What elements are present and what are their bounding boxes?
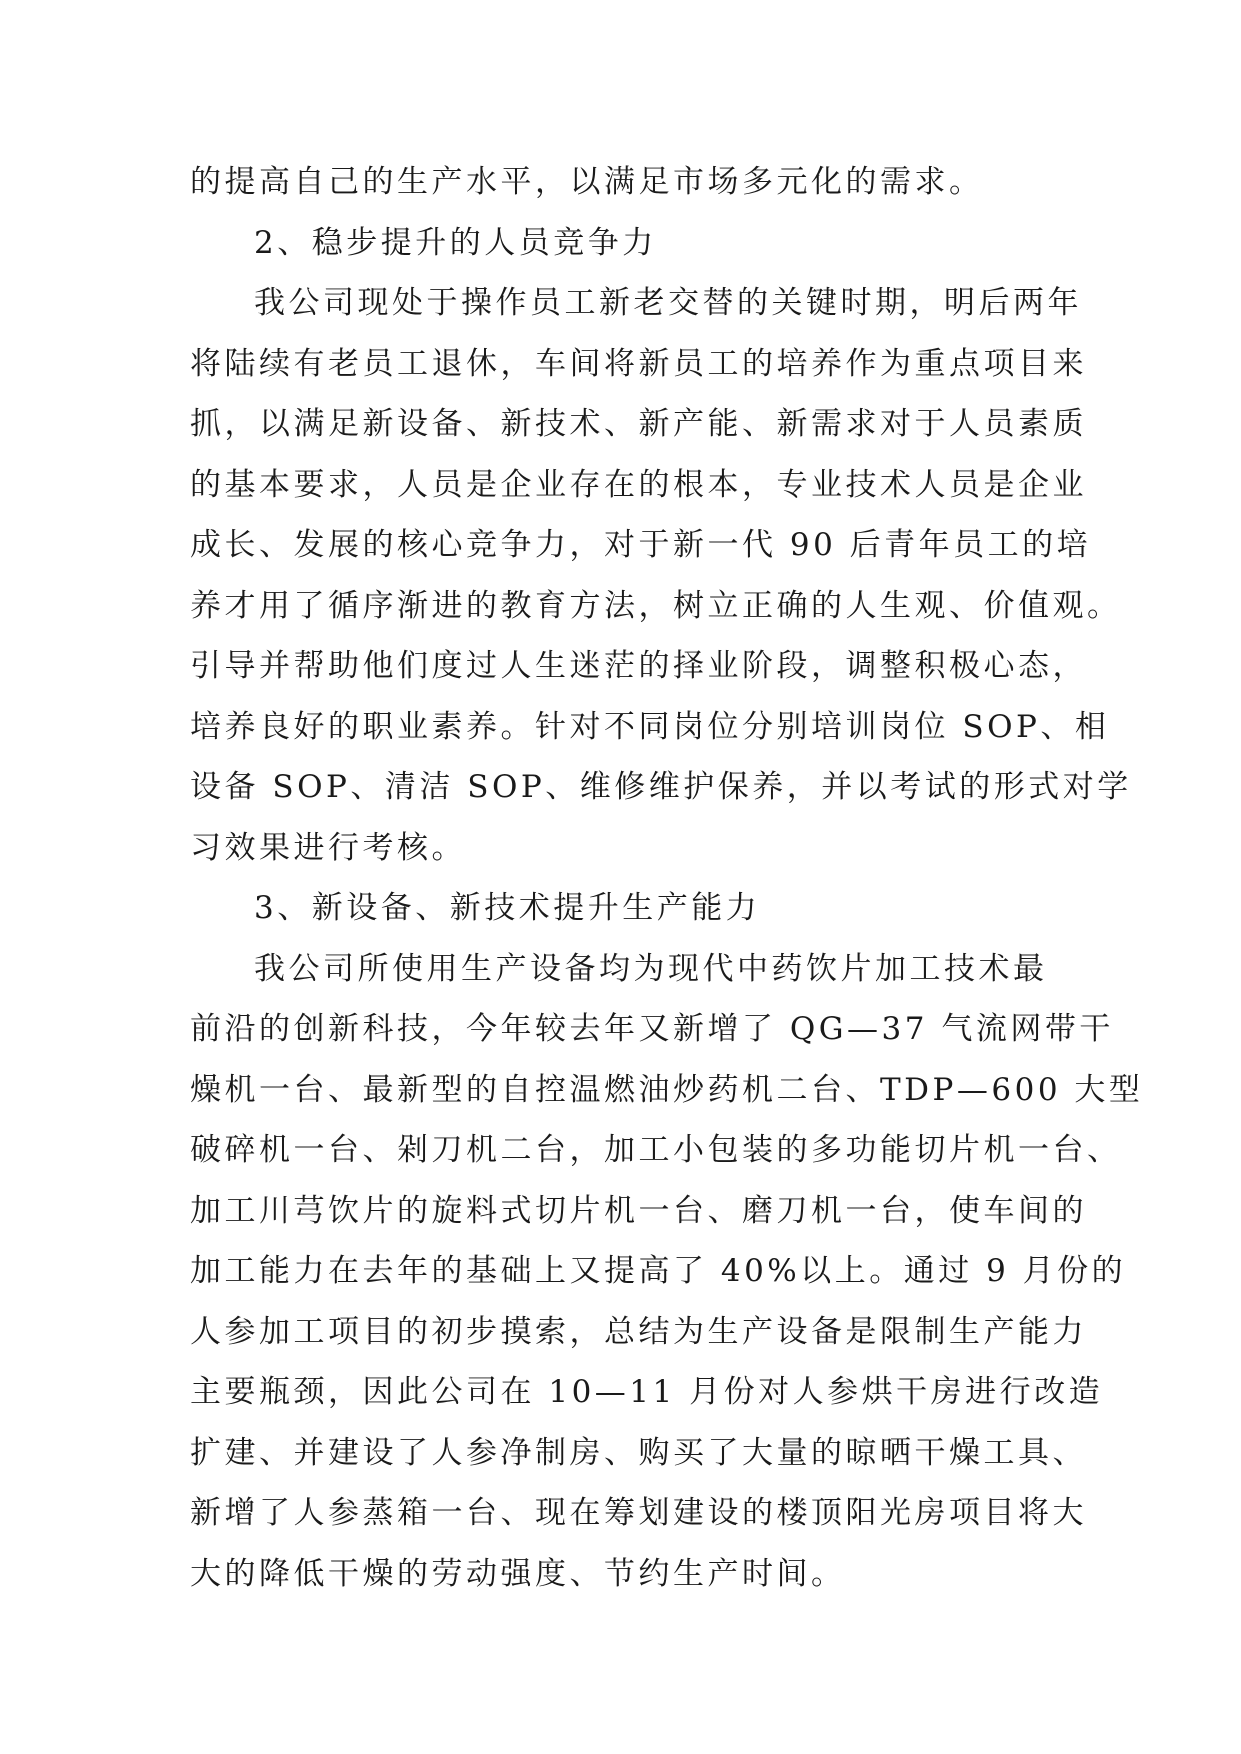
text-line: 人参加工项目的初步摸索，总结为生产设备是限制生产能力 [190,1313,1087,1350]
text-line: 成长、发展的核心竞争力，对于新一代 90 后青年员工的培 [190,527,1092,563]
text-line: 习效果进行考核。 [190,829,466,866]
text-line: 扩建、并建设了人参净制房、购买了大量的晾晒干燥工具、 [190,1434,1087,1471]
text-line: 的提高自己的生产水平，以满足市场多元化的需求。 [190,164,984,200]
text-line: 大的降低干燥的劳动强度、节约生产时间。 [190,1555,846,1592]
text-line: 我公司所使用生产设备均为现代中药饮片加工技术最 [254,950,1048,987]
document-body [190,152,1144,1604]
text-line: 新增了人参蒸箱一台、现在筹划建设的楼顶阳光房项目将大 [190,1495,1087,1531]
text-line: 引导并帮助他们度过人生迷茫的择业阶段，调整积极心态， [190,648,1087,684]
text-line: 设备 SOP、清洁 SOP、维修维护保养，并以考试的形式对学 [190,769,1132,805]
text-line: 将陆续有老员工退休，车间将新员工的培养作为重点项目来 [190,345,1087,382]
text-line: 前沿的创新科技，今年较去年又新增了 QG—37 气流网带干 [190,1011,1114,1047]
text-line: 的基本要求，人员是企业存在的根本，专业技术人员是企业 [190,466,1087,503]
text-line: 养才用了循序渐进的教育方法，树立正确的人生观、价值观。 [190,587,1122,624]
text-line: 燥机一台、最新型的自控温燃油炒药机二台、TDP—600 大型 [190,1071,1144,1108]
text-line: 加工能力在去年的基础上又提高了 40%以上。通过 9 月份的 [190,1253,1127,1289]
text-line: 3、新设备、新技术提升生产能力 [254,890,761,926]
text-line: 2、稳步提升的人员竞争力 [254,224,657,261]
text-line: 培养良好的职业素养。针对不同岗位分别培训岗位 SOP、相 [190,708,1110,745]
text-line: 破碎机一台、剁刀机二台，加工小包装的多功能切片机一台、 [190,1132,1122,1168]
text-line: 我公司现处于操作员工新老交替的关键时期，明后两年 [254,285,1082,321]
text-line: 加工川芎饮片的旋料式切片机一台、磨刀机一台，使车间的 [190,1192,1087,1229]
text-line: 抓，以满足新设备、新技术、新产能、新需求对于人员素质 [190,406,1087,442]
text-line: 主要瓶颈，因此公司在 10—11 月份对人参烘干房进行改造 [190,1374,1104,1410]
